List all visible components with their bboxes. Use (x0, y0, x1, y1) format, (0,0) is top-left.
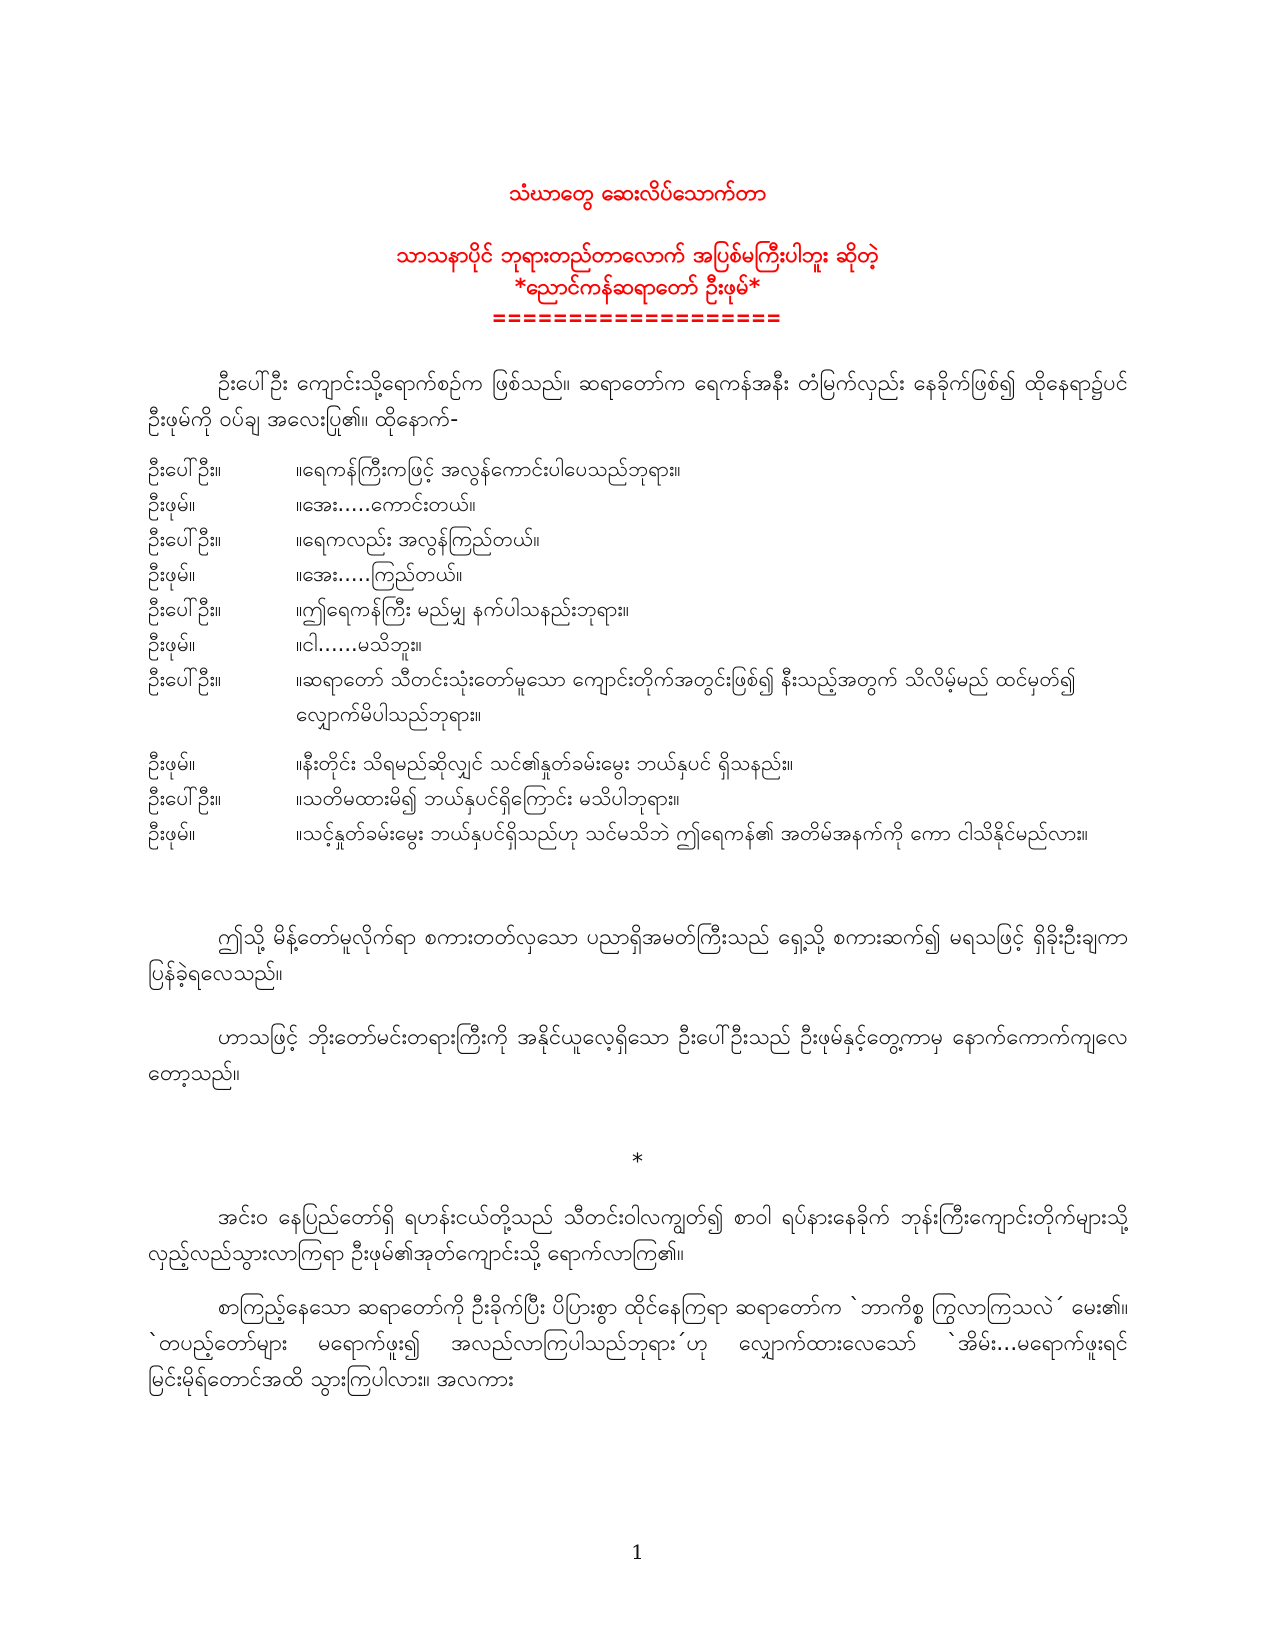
speaker: ဦးပေါ်ဦး။ (148, 457, 222, 481)
dialogue-line (148, 487, 1128, 522)
dialogue-block (148, 452, 1128, 851)
speech: ။ရေကန်ကြီးကဖြင့် အလွန်ကောင်းပါပေသည်ဘုရား။ (296, 457, 681, 481)
title-separator: =================== (492, 306, 783, 331)
speaker: ဦးဖုမ်။ (148, 821, 196, 845)
speech: ။အေး.....ကောင်းတယ်။ (296, 492, 476, 516)
dialogue-line (148, 557, 1128, 592)
intro-paragraph: ဦးပေါ်ဦး ကျောင်းသို့ရောက်စဉ်က ဖြစ်သည်။ ဆရာတော်က ရေကန်အနီး တံမြက်လှည်း နေခိုက်ဖြစ်၍ ထိုနေရာ၌ပင် ဦးဖုမ်ကို ဝပ်ချ အလေးပြု၏။ ထိုနောက်- (148, 371, 1128, 432)
title-line-3: *ညောင်ကန်ဆရာတော် ဦးဖုမ်* (514, 275, 761, 300)
speaker: ဦးပေါ်ဦး။ (148, 527, 222, 551)
title-line-1: သံဃာတွေ ဆေးလိပ်သောက်တာ (508, 181, 767, 206)
paragraph-5: စာကြည့်နေသော ဆရာတော်ကို ဦးခိုက်ပြီး ပိပြားစွာ ထိုင်နေကြရာ ဆရာတော်က `ဘာကိစ္စ ကြွလာကြသလဲ´ မေး၏။ `တပည့်တော်များ မရောက်ဖူး၍ အလည်လာကြပါသည်ဘုရား´ဟု လျှောက်ထားလေသော် `အိမ်း...မရောက်ဖူးရင် မြင်းမိုရ်တောင်အထိ သွားကြပါလား။ အလကား (148, 1295, 1128, 1392)
speaker: ဦးပေါ်ဦး။ (148, 597, 222, 621)
paragraph-3: ဟာသဖြင့် ဘိုးတော်မင်းတရားကြီးကို အနိုင်ယူလေ့ရှိသော ဦးပေါ်ဦးသည် ဦးဖုမ်နှင့်တွေ့ကာမှ နောက်ကောက်ကျလေတော့သည်။ (148, 1025, 1128, 1086)
speaker: ဦးဖုမ်။ (148, 492, 196, 516)
dialogue-line (148, 452, 1128, 487)
speaker: ဦးဖုမ်။ (148, 562, 196, 586)
speech: ။အေး.....ကြည်တယ်။ (296, 562, 463, 586)
page-number: 1 (631, 1540, 644, 1564)
speech: ။နီးတိုင်း သိရမည်ဆိုလျှင် သင်၏နှုတ်ခမ်းမွေး ဘယ်နှပင် ရှိသနည်း။ (296, 751, 794, 775)
speech: ။ငါ......မသိဘူး။ (296, 632, 422, 656)
title-line-2: သာသနာပိုင် ဘုရားတည်တာလောက် အပြစ်မကြီးပါဘူး ဆိုတဲ့ (396, 243, 879, 268)
dialogue-line (148, 592, 1128, 627)
dialogue-line (148, 746, 1128, 781)
speaker: ဦးပေါ်ဦး။ (148, 786, 222, 810)
speech: ။သတိမထားမိ၍ ဘယ်နှပင်ရှိကြောင်း မသိပါဘုရား။ (296, 786, 680, 810)
dialogue-line (148, 522, 1128, 557)
dialogue-line (148, 662, 1128, 732)
dialogue-line (148, 781, 1128, 816)
speech: ။ရေကလည်း အလွန်ကြည်တယ်။ (296, 527, 540, 551)
speaker: ဦးပေါ်ဦး။ (148, 667, 222, 691)
speech: ။ဆရာတော် သီတင်းသုံးတော်မူသော ကျောင်းတိုက်အတွင်းဖြစ်၍ နီးသည့်အတွက် သိလိမ့်မည် ထင်မှတ်၍ လျှောက်မိပါသည်ဘုရား။ (296, 667, 1076, 726)
paragraph-4: အင်းဝ နေပြည်တော်ရှိ ရဟန်းငယ်တို့သည် သီတင်းဝါလကျွတ်၍ စာဝါ ရပ်နားနေခိုက် ဘုန်းကြီးကျောင်းတိုက်များသို့ လှည့်လည်သွားလာကြရာ ဦးဖုမ်၏အုတ်ကျောင်းသို့ ရောက်လာကြ၏။ (148, 1205, 1128, 1266)
paragraph-2: ဤသို့ မိန့်တော်မူလိုက်ရာ စကားတတ်လှသော ပညာရှိအမတ်ကြီးသည် ရှေ့သို့ စကားဆက်၍ မရသဖြင့် ရှိခိုးဦးချကာ ပြန်ခဲ့ရလေသည်။ (148, 925, 1128, 986)
speech: ။ဤရေကန်ကြီး မည်မျှ နက်ပါသနည်းဘုရား။ (296, 597, 630, 621)
dialogue-line (148, 816, 1128, 851)
speaker: ဦးဖုမ်။ (148, 632, 196, 656)
speech: ။သင့်နှုတ်ခမ်းမွေး ဘယ်နှပင်ရှိသည်ဟု သင်မသိဘဲ ဤရေကန်၏ အတိမ်အနက်ကို ကော ငါသိနိုင်မည်လား။ (296, 821, 1089, 845)
speaker: ဦးဖုမ်။ (148, 751, 196, 775)
section-divider-star: * (632, 1150, 643, 1175)
dialogue-line (148, 627, 1128, 662)
